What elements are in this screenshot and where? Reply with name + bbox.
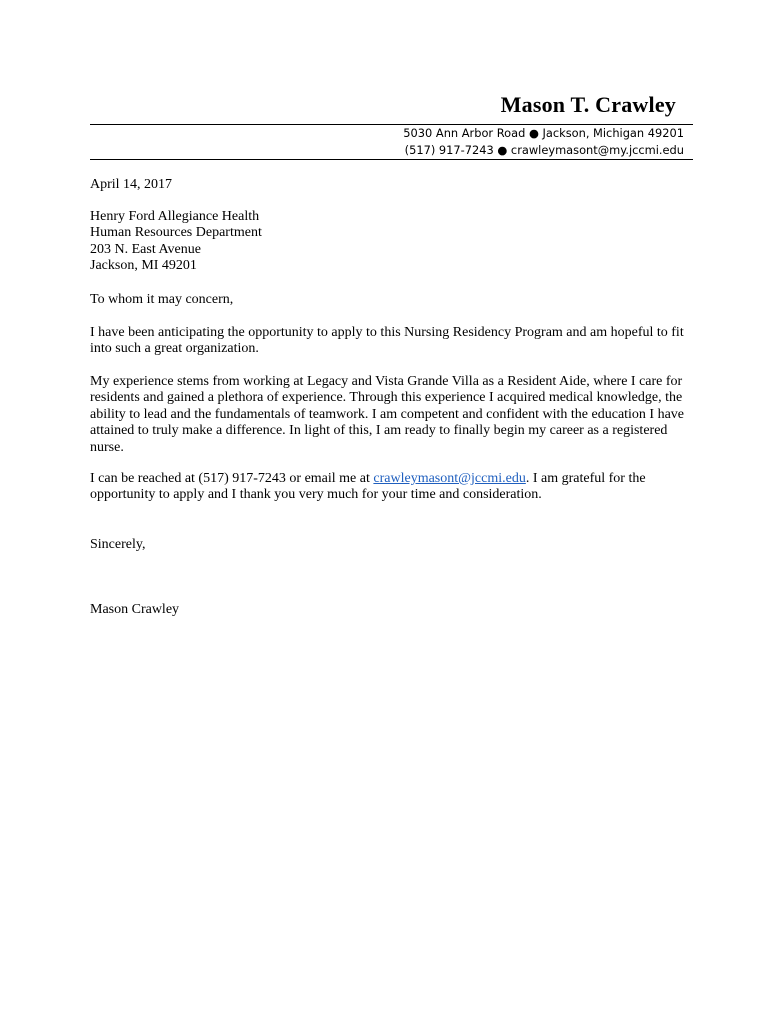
body-paragraph-2: My experience stems from working at Legacy and Vista Grande Villa as a Resident Aide, where I care for residents and gained a plethora of experience. Through this experience I acquired medical knowledge, the ability to lead and the fundamentals of teamwork. I am competent and confident with the education I have attained to truly make a difference. In light of this, I am ready to finally begin my career as a registered nurse. [90, 374, 685, 455]
recipient-line: 203 N. East Avenue [90, 241, 201, 257]
body-paragraph-3 [90, 471, 690, 504]
closing: Sincerely, [90, 537, 146, 552]
sender-name: Mason T. Crawley [500, 92, 676, 117]
signature-name: Mason Crawley [90, 602, 180, 617]
header-bottom-rule [90, 159, 693, 160]
salutation: To whom it may concern, [90, 292, 234, 307]
paragraph-text: I can be reached at (517) 917-7243 or email me at [90, 471, 374, 486]
recipient-line: Human Resources Department [90, 225, 262, 241]
sender-contact: (517) 917-7243 ● crawleymasont@my.jccmi.edu [404, 143, 684, 157]
sender-address: 5030 Ann Arbor Road ● Jackson, Michigan 49201 [403, 126, 684, 140]
paragraph-text: . I am grateful for the opportunity to apply and I thank you very much for your time and consideration. [90, 471, 646, 503]
header-top-rule [90, 124, 693, 125]
body-paragraph-1: I have been anticipating the opportunity to apply to this Nursing Residency Program and am hopeful to fit into such a great organization. [90, 325, 684, 357]
recipient-address [90, 209, 690, 275]
recipient-line: Henry Ford Allegiance Health [90, 209, 260, 224]
letter-date: April 14, 2017 [90, 177, 173, 192]
email-link[interactable]: crawleymasont@jccmi.edu [373, 471, 526, 486]
recipient-line: Jackson, MI 49201 [90, 258, 197, 274]
